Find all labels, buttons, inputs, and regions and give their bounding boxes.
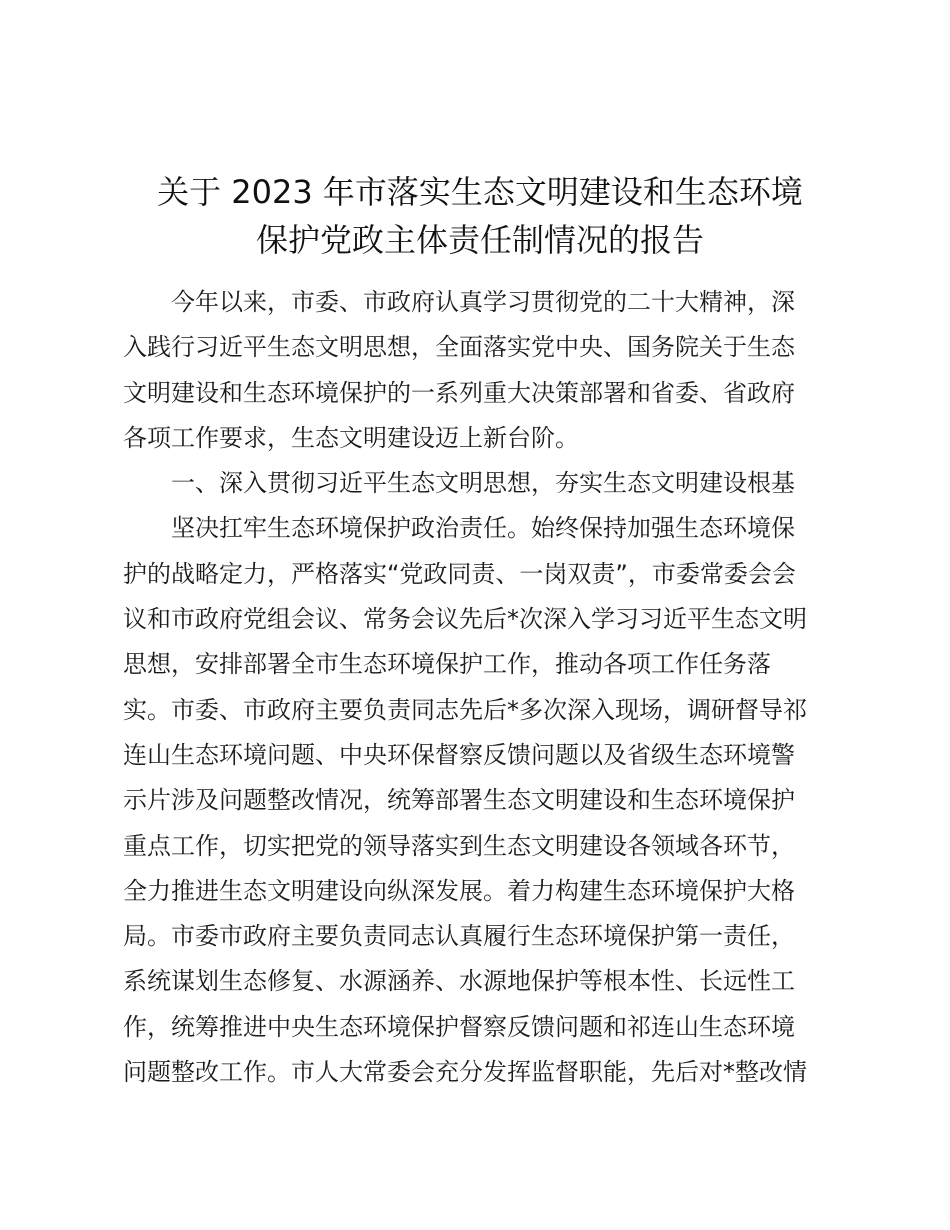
- section-heading-1: 一、深入贯彻习近平生态文明思想，夯实生态文明建设根基: [171, 469, 795, 498]
- paragraph-2-line: 思想，安排部署全市生态环境保护工作，推动各项工作任务落: [123, 650, 771, 679]
- paragraph-2-line: 系统谋划生态修复、水源涵养、水源地保护等根本性、长远性工: [123, 967, 795, 996]
- paragraph-2-line: 坚决扛牢生态环境保护政治责任。始终保持加强生态环境保: [171, 514, 795, 543]
- title-line-2: 保护党政主体责任制情况的报告: [255, 221, 704, 259]
- paragraph-2-line: 实。市委、市政府主要负责同志先后*多次深入现场，调研督导祁: [123, 695, 807, 724]
- paragraph-2-line: 连山生态环境问题、中央环保督察反馈问题以及省级生态环境警: [123, 740, 795, 769]
- document-body: [123, 280, 833, 1095]
- paragraph-2-line: 局。市委市政府主要负责同志认真履行生态环境保护第一责任，: [123, 922, 795, 951]
- paragraph-2-line: 护的战略定力，严格落实“党政同责、一岗双责”，市委常委会会: [123, 559, 796, 588]
- paragraph-2-line: 议和市政府党组会议、常务会议先后*次深入学习习近平生态文明: [123, 605, 807, 634]
- paragraph-2-line: 示片涉及问题整改情况，统筹部署生态文明建设和生态环境保护: [123, 786, 795, 815]
- paragraph-2-line: 作，统筹推进中央生态环境保护督察反馈问题和祁连山生态环境: [123, 1012, 795, 1041]
- paragraph-1-line: 文明建设和生态环境保护的一系列重大决策部署和省委、省政府: [123, 378, 795, 407]
- paragraph-1-line: 今年以来，市委、市政府认真学习贯彻党的二十大精神，深: [171, 288, 795, 316]
- paragraph-1-line: 入践行习近平生态文明思想，全面落实党中央、国务院关于生态: [123, 333, 795, 362]
- paragraph-2-line: 重点工作，切实把党的领导落实到生态文明建设各领域各环节，: [123, 831, 795, 860]
- paragraph-2-line: 问题整改工作。市人大常委会充分发挥监督职能，先后对*整改情: [123, 1058, 807, 1087]
- title-line-1: 关于 2023 年市落实生态文明建设和生态环境: [157, 173, 803, 211]
- paragraph-2-line: 全力推进生态文明建设向纵深发展。着力构建生态环境保护大格: [123, 876, 795, 905]
- paragraph-1-line: 各项工作要求，生态文明建设迈上新台阶。: [123, 423, 579, 452]
- document-title: [100, 168, 860, 264]
